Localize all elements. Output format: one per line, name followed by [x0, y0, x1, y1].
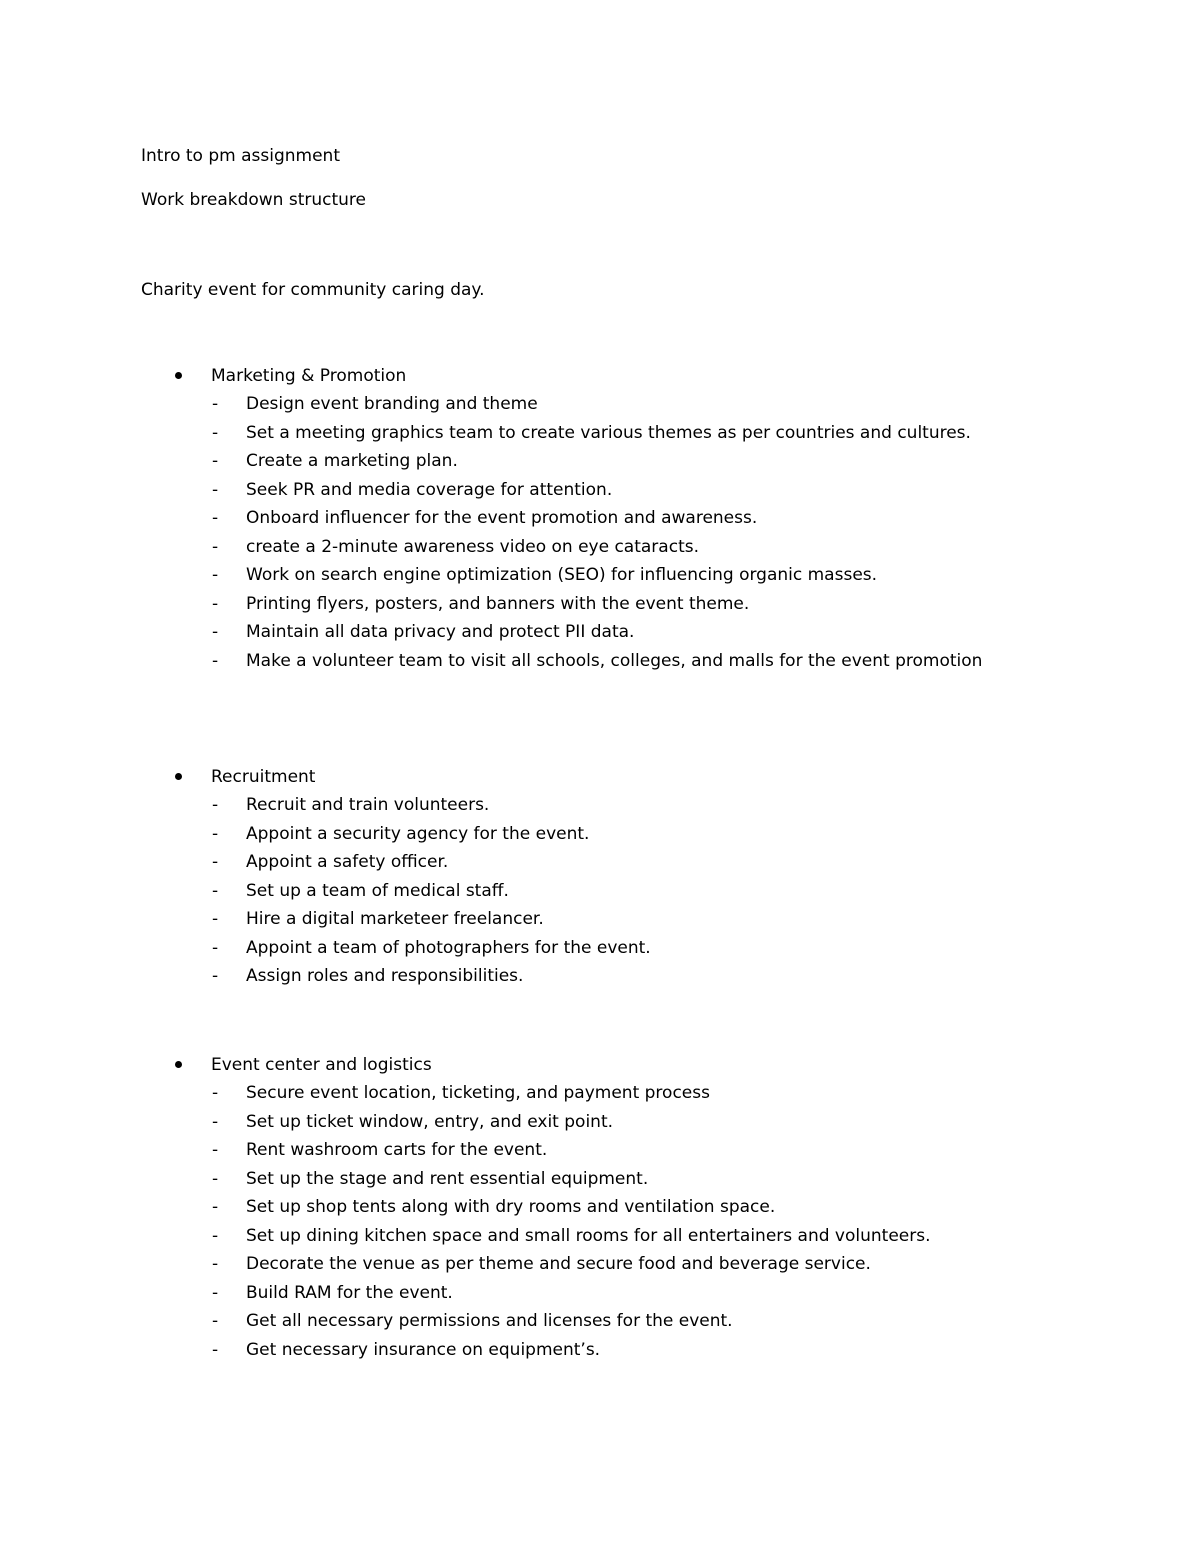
dash-marker: - [212, 823, 219, 844]
list-item-text: Hire a digital marketeer freelancer. [246, 909, 544, 929]
dash-marker: - [212, 650, 219, 671]
dash-marker: - [212, 508, 219, 528]
dash-marker: - [212, 966, 219, 986]
list-item [0, 1222, 1200, 1251]
bullet-icon [175, 372, 182, 379]
dash-marker: - [212, 1225, 219, 1246]
list-item [0, 1165, 1200, 1194]
list-item-text: Appoint a security agency for the event. [246, 823, 590, 844]
list-item-text: Build RAM for the event. [246, 1282, 453, 1303]
list-item [0, 590, 1200, 619]
list-item [0, 533, 1200, 562]
dash-marker: - [212, 1111, 219, 1132]
list-item-text: Set up the stage and rent essential equipment. [246, 1168, 649, 1189]
list-item [0, 934, 1200, 963]
bullet-icon [175, 773, 182, 780]
dash-marker: - [212, 1168, 219, 1189]
list-item-text: Appoint a safety officer. [246, 852, 449, 872]
section-heading-row [0, 1051, 1200, 1079]
dash-marker: - [212, 1254, 219, 1274]
document-title: Intro to pm assignment [141, 146, 340, 166]
list-item [0, 962, 1200, 991]
list-item-text: create a 2-minute awareness video on eye cataracts. [246, 536, 699, 557]
list-item-text: Secure event location, ticketing, and payment process [246, 1083, 710, 1103]
list-item [0, 848, 1200, 877]
list-item [0, 647, 1200, 676]
list-item [0, 504, 1200, 533]
list-item-text: Work on search engine optimization (SEO) for influencing organic masses. [246, 565, 878, 585]
list-item [0, 476, 1200, 505]
list-item [0, 618, 1200, 647]
list-item-text: Make a volunteer team to visit all schools, colleges, and malls for the event promotion [246, 650, 983, 671]
dash-marker: - [212, 937, 219, 958]
list-item [0, 1108, 1200, 1137]
list-item [0, 561, 1200, 590]
list-item [0, 791, 1200, 820]
section-heading: Recruitment [211, 767, 316, 787]
dash-marker: - [212, 565, 219, 585]
bullet-icon [175, 1061, 182, 1068]
list-item-text: Set up a team of medical staff. [246, 880, 509, 901]
dash-marker: - [212, 880, 219, 901]
list-item [0, 877, 1200, 906]
dash-marker: - [212, 451, 219, 471]
event-description: Charity event for community caring day. [141, 280, 485, 300]
list-item-text: Onboard influencer for the event promotion and awareness. [246, 508, 758, 528]
list-item-text: Set up ticket window, entry, and exit point. [246, 1111, 614, 1132]
list-item [0, 1307, 1200, 1336]
dash-marker: - [212, 909, 219, 929]
dash-marker: - [212, 536, 219, 557]
list-item-text: Rent washroom carts for the event. [246, 1140, 548, 1160]
section-heading-row [0, 763, 1200, 791]
dash-marker: - [212, 795, 219, 815]
list-item-text: Seek PR and media coverage for attention. [246, 479, 613, 500]
list-item-text: Decorate the venue as per theme and secure food and beverage service. [246, 1254, 871, 1274]
list-item-text: Printing flyers, posters, and banners with the event theme. [246, 593, 750, 614]
list-item-text: Appoint a team of photographers for the event. [246, 937, 651, 958]
wbs-section [0, 1051, 1200, 1364]
list-item [0, 1193, 1200, 1222]
dash-marker: - [212, 1140, 219, 1160]
list-item [0, 1136, 1200, 1165]
list-item-text: Set up shop tents along with dry rooms and ventilation space. [246, 1197, 776, 1217]
list-item [0, 1079, 1200, 1108]
list-item [0, 419, 1200, 448]
list-item [0, 1250, 1200, 1279]
dash-marker: - [212, 1197, 219, 1217]
dash-marker: - [212, 1339, 219, 1360]
list-item-text: Design event branding and theme [246, 394, 538, 414]
dash-marker: - [212, 1282, 219, 1303]
list-item-text: Assign roles and responsibilities. [246, 966, 524, 986]
wbs-section [0, 763, 1200, 991]
list-item-text: Maintain all data privacy and protect PII data. [246, 622, 635, 642]
dash-marker: - [212, 422, 219, 443]
dash-marker: - [212, 479, 219, 500]
list-item-text: Create a marketing plan. [246, 451, 458, 471]
dash-marker: - [212, 852, 219, 872]
wbs-section [0, 362, 1200, 675]
dash-marker: - [212, 1311, 219, 1331]
list-item [0, 1279, 1200, 1308]
dash-marker: - [212, 1083, 219, 1103]
list-item-text: Recruit and train volunteers. [246, 795, 490, 815]
list-item-text: Set a meeting graphics team to create various themes as per countries and cultures. [246, 422, 971, 443]
list-item-text: Get all necessary permissions and licenses for the event. [246, 1311, 733, 1331]
dash-marker: - [212, 622, 219, 642]
section-heading: Marketing & Promotion [211, 366, 407, 386]
list-item-text: Set up dining kitchen space and small rooms for all entertainers and volunteers. [246, 1225, 931, 1246]
document-subtitle: Work breakdown structure [141, 190, 367, 210]
list-item [0, 905, 1200, 934]
list-item [0, 447, 1200, 476]
dash-marker: - [212, 593, 219, 614]
section-heading: Event center and logistics [211, 1055, 432, 1075]
list-item [0, 390, 1200, 419]
list-item [0, 1336, 1200, 1365]
list-item [0, 820, 1200, 849]
list-item-text: Get necessary insurance on equipment’s. [246, 1339, 601, 1360]
dash-marker: - [212, 394, 219, 414]
section-heading-row [0, 362, 1200, 390]
